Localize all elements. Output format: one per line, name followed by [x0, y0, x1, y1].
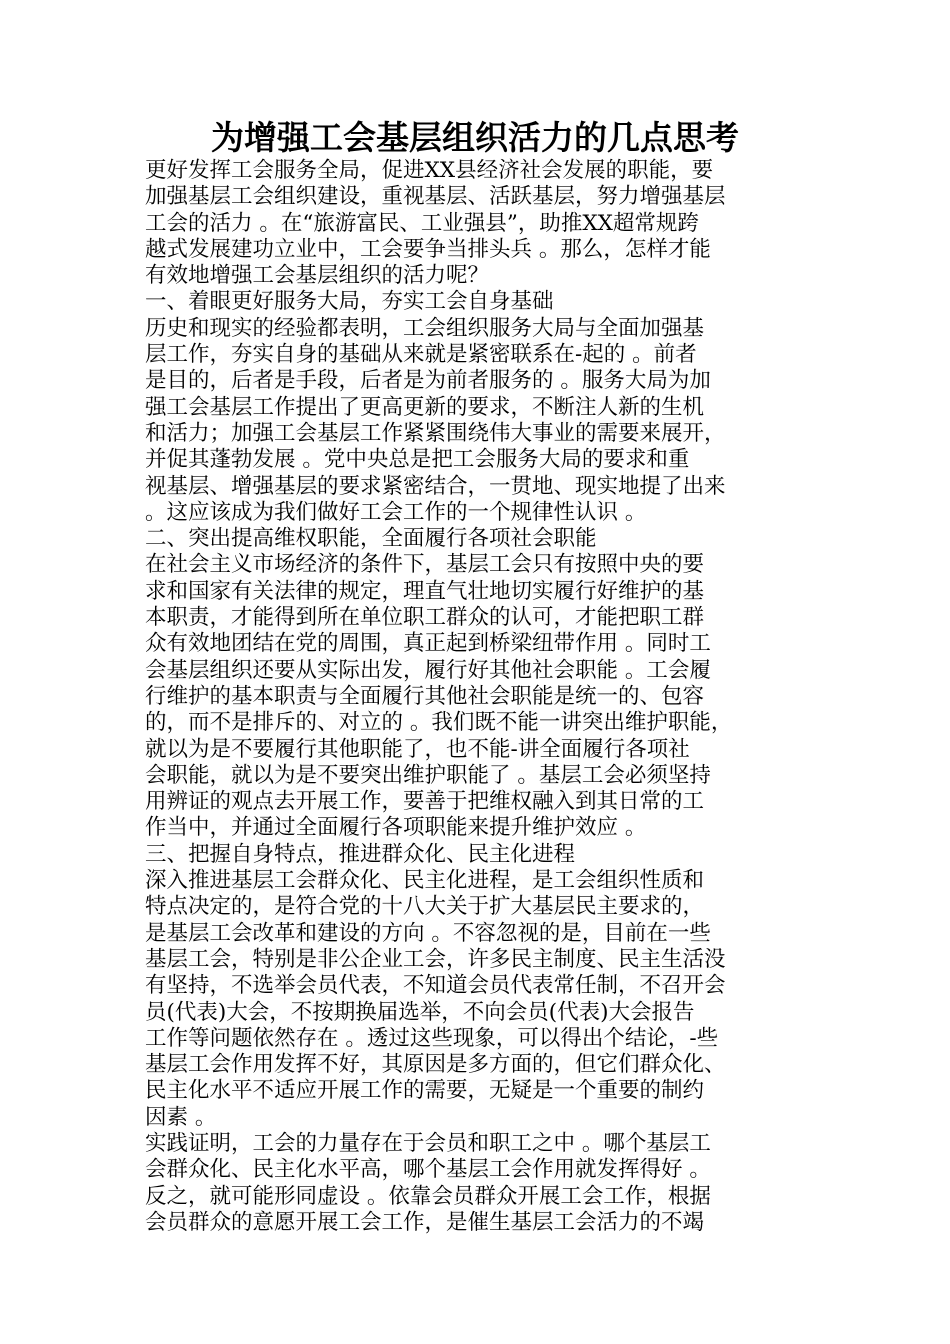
body-line: 强工会基层工作提出了更高更新的要求，不断注人新的生机: [145, 394, 705, 420]
body-line: 工会的活力 。在“旅游富民、工业强县”，助推XX超常规跨: [145, 210, 699, 236]
body-line: 特点决定的，是符合党的十八大关于扩大基层民主要求的，: [145, 894, 705, 920]
body-line: 是目的，后者是手段，后者是为前者服务的 。服务大局为加: [145, 368, 711, 394]
body-line: 和活力；加强工会基层工作紧紧围绕伟大事业的需要来展开，: [145, 420, 726, 446]
body-line: 会职能，就以为是不要突出维护职能了 。基层工会必须坚持: [145, 762, 711, 788]
body-line: 用辨证的观点去开展工作，要善于把维权融入到其日常的工: [145, 789, 705, 815]
body-line: 作当中，并通过全面履行各项职能来提升维护效应 。: [145, 815, 647, 841]
body-line: 一、着眼更好服务大局，夯实工会自身基础: [145, 289, 554, 315]
body-line: 更好发挥工会服务全局，促进XX县经济社会发展的职能，要: [145, 158, 714, 183]
body-line: 求和国家有关法律的规定，理直气壮地切实履行好维护的基: [145, 578, 705, 604]
body-line: 是基层工会改革和建设的方向 。不容忽视的是，目前在一些: [145, 920, 711, 946]
body-line: 越式发展建功立业中，工会要争当排头兵 。那么，怎样才能: [145, 236, 711, 262]
body-line: 会基层组织还要从实际出发，履行好其他社会职能 。工会履: [145, 657, 711, 683]
document-title: 为增强工会基层组织活力的几点思考: [211, 118, 739, 157]
body-line: 本职责，才能得到所在单位职工群众的认可，才能把职工群: [145, 605, 705, 631]
body-line: 因素 。: [145, 1104, 217, 1130]
body-line: 视基层、增强基层的要求紧密结合，一贯地、现实地提了出来: [145, 473, 726, 499]
body-line: 民主化水平不适应开展工作的需要，无疑是一个重要的制约: [145, 1078, 705, 1104]
body-line: 就以为是不要履行其他职能了，也不能-讲全面履行各项社: [145, 736, 690, 762]
document-body: [145, 158, 810, 1236]
body-line: 工作等问题依然存在 。透过这些现象，可以得出个结论，-些: [145, 1025, 719, 1051]
body-line: 深入推进基层工会群众化、民主化进程，是工会组织性质和: [145, 868, 705, 894]
body-line: 有效地增强工会基层组织的活力呢？: [145, 263, 490, 289]
body-line: 众有效地团结在党的周围，真正起到桥梁纽带作用 。同时工: [145, 631, 711, 657]
body-line: 层工作，夯实自身的基础从来就是紧密联系在-起的 。前者: [145, 342, 697, 368]
body-line: 会群众化、民主化水平高，哪个基层工会作用就发挥得好 。: [145, 1157, 711, 1183]
body-line: 基层工会作用发挥不好，其原因是多方面的，但它们群众化、: [145, 1052, 726, 1078]
body-line: 实践证明，工会的力量存在于会员和职工之中 。哪个基层工: [145, 1130, 711, 1156]
body-line: 的，而不是排斥的、对立的 。我们既不能一讲突出维护职能，: [145, 710, 733, 736]
body-line: 历史和现实的经验都表明，工会组织服务大局与全面加强基: [145, 315, 705, 341]
body-line: 二、突出提高维权职能，全面履行各项社会职能: [145, 526, 597, 552]
body-line: 行维护的基本职责与全面履行其他社会职能是统一的、包容: [145, 683, 705, 709]
body-line: 三、把握自身特点，推进群众化、民主化进程: [145, 841, 576, 867]
body-line: 基层工会，特别是非公企业工会，许多民主制度、民主生活没: [145, 946, 726, 972]
body-line: 有坚持，不选举会员代表，不知道会员代表常任制，不召开会: [145, 973, 726, 999]
body-line: 。这应该成为我们做好工会工作的一个规律性认识 。: [145, 499, 647, 525]
body-line: 加强基层工会组织建设，重视基层、活跃基层，努力增强基层: [145, 184, 726, 210]
body-line: 并促其蓬勃发展 。党中央总是把工会服务大局的要求和重: [145, 447, 690, 473]
body-line: 反之，就可能形同虚设 。依靠会员群众开展工会工作，根据: [145, 1183, 711, 1209]
body-line: 会员群众的意愿开展工会工作，是催生基层工会活力的不竭: [145, 1209, 705, 1235]
body-line: 员(代表)大会，不按期换届选举，不向会员(代表)大会报告: [145, 999, 695, 1025]
body-line: 在社会主义市场经济的条件下，基层工会只有按照中央的要: [145, 552, 705, 578]
